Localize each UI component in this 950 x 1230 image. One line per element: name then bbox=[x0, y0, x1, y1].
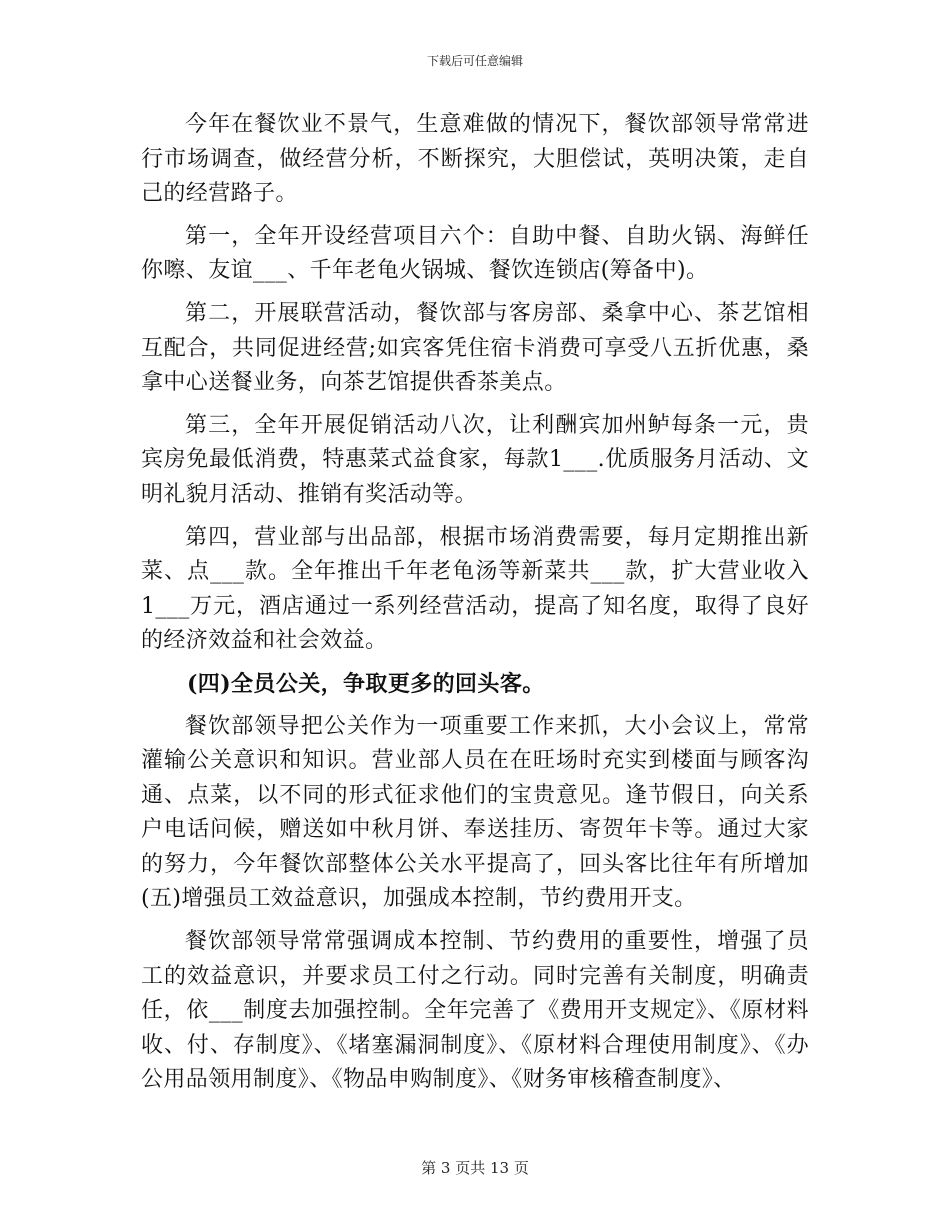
section-heading: (四)全员公关，争取更多的回头客。 bbox=[187, 670, 545, 697]
paragraph-4: 第三，全年开展促销活动八次，让利酬宾加州鲈每条一元，贵宾房免最低消费，特惠菜式益食家，每款1___.优质服务月活动、文明礼貌月活动、推销有奖活动等。 bbox=[141, 412, 809, 507]
paragraph-2: 第一，全年开设经营项目六个：自助中餐、自助火锅、海鲜任你嚓、友谊___、千年老龟火锅城、餐饮连锁店(筹备中)。 bbox=[141, 223, 809, 284]
page-header: 下载后可任意编辑 bbox=[426, 54, 523, 68]
paragraph-6: 餐饮部领导把公关作为一项重要工作来抓，大小会议上，常常灌输公关意识和知识。营业部人员在在旺场时充实到楼面与顾客沟通、点菜，以不同的形式征求他们的宝贵意见。逢节假日，向关系户电话问候，赠送如中秋月饼、奉送挂历、寄贺年卡等。通过大家的努力，今年餐饮部整体公关水平提高了，回头客比往年有所增加(五)增强员工效益意识，加强成本控制，节约费用开支。 bbox=[141, 713, 809, 912]
document-body bbox=[141, 108, 809, 1098]
paragraph-3: 第二，开展联营活动，餐饮部与客房部、桑拿中心、茶艺馆相互配合，共同促进经营;如宾客凭住宿卡消费可享受八五折优惠，桑拿中心送餐业务，向茶艺馆提供香茶美点。 bbox=[141, 300, 809, 396]
paragraph-7: 餐饮部领导常常强调成本控制、节约费用的重要性，增强了员工的效益意识，并要求员工付之行动。同时完善有关制度，明确责任，依___制度去加强控制。全年完善了《费用开支规定》、《原材料收、付、存制度》、《堵塞漏洞制度》、《原材料合理使用制度》、《办公用品领用制度》、《物品申购制度》、《财务审核稽查制度》、 bbox=[141, 929, 809, 1093]
paragraph-5: 第四，营业部与出品部，根据市场消费需要，每月定期推出新菜、点___款。全年推出千年老龟汤等新菜共___款，扩大营业收入1___万元，酒店通过一系列经营活动，提高了知名度，取得了良好的经济效益和社会效益。 bbox=[141, 524, 809, 654]
paragraph-1: 今年在餐饮业不景气，生意难做的情况下，餐饮部领导常常进行市场调查，做经营分析，不断探究，大胆偿试，英明决策，走自己的经营路子。 bbox=[141, 112, 809, 207]
page-footer: 第 3 页共 13 页 bbox=[421, 1159, 529, 1177]
